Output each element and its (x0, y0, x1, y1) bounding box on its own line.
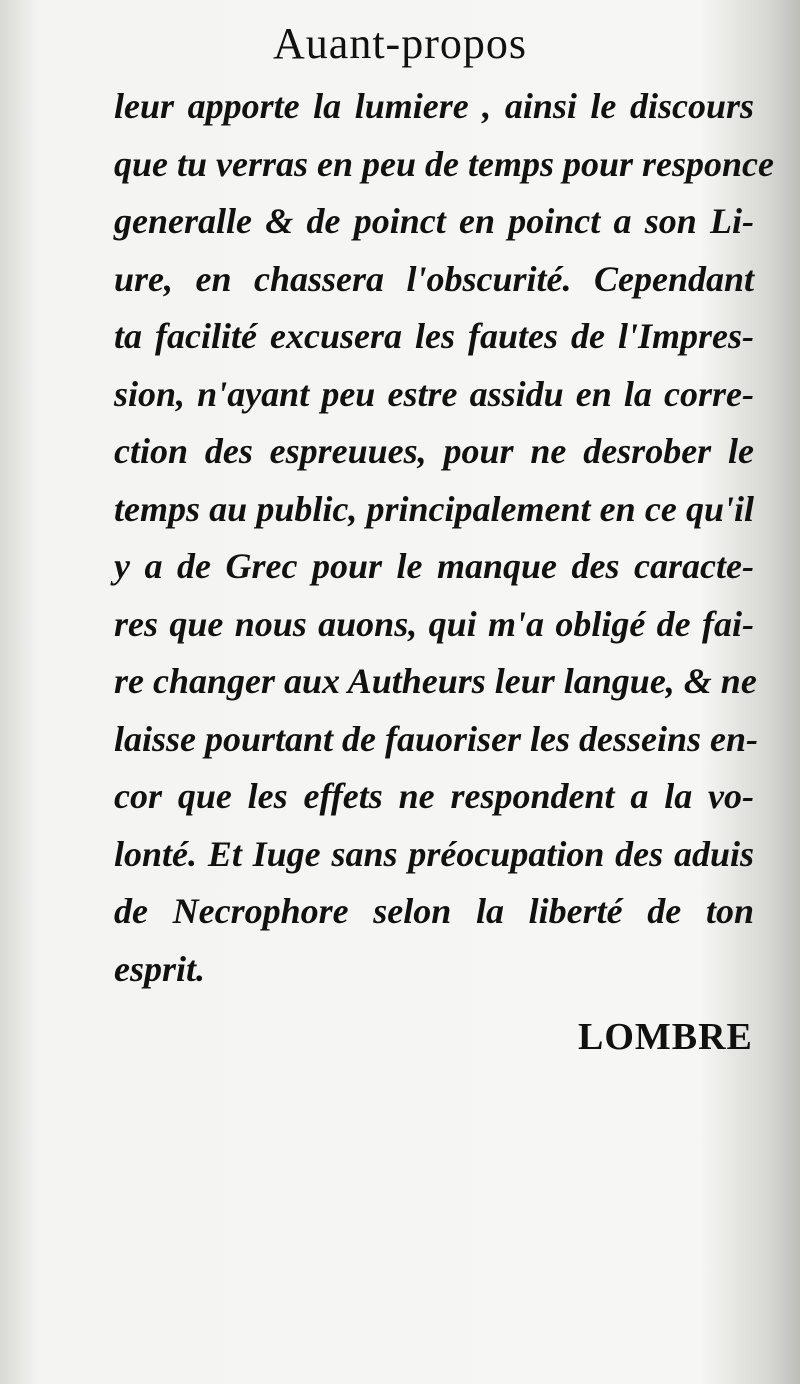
text-line: cor que les effets ne respondent a la vo- (114, 776, 754, 816)
catchword: LOMBRE (578, 1016, 753, 1058)
text-line: re changer aux Autheurs leur langue, & ne (114, 661, 757, 701)
text-line: leur apporte la lumiere , ainsi le discours (114, 86, 754, 126)
text-line: lonté. Et Iuge sans préocupation des aduis (114, 833, 754, 874)
text-line: ta facilité excusera les fautes de l'Impres- (114, 316, 754, 356)
text-line: de Necrophore selon la liberté de ton (114, 891, 754, 931)
text-line: generalle & de poinct en poinct a son Li- (114, 201, 754, 241)
text-line: que tu verras en peu de temps pour responce (114, 143, 774, 184)
text-line: temps au public, principalement en ce qu'il (114, 488, 754, 529)
text-line: ction des espreuues, pour ne desrober le (114, 431, 754, 471)
body-text (114, 78, 774, 998)
text-line: res que nous auons, qui m'a obligé de fai- (114, 603, 754, 644)
text-line: esprit. (114, 948, 206, 989)
running-title: Auant-propos (273, 19, 527, 68)
text-line: ure, en chassera l'obscurité. Cependant (114, 258, 754, 299)
text-line: y a de Grec pour le manque des caracte- (114, 546, 754, 586)
text-line: sion, n'ayant peu estre assidu en la corre- (114, 373, 754, 414)
text-line: laisse pourtant de fauoriser les desseins en- (114, 718, 759, 759)
